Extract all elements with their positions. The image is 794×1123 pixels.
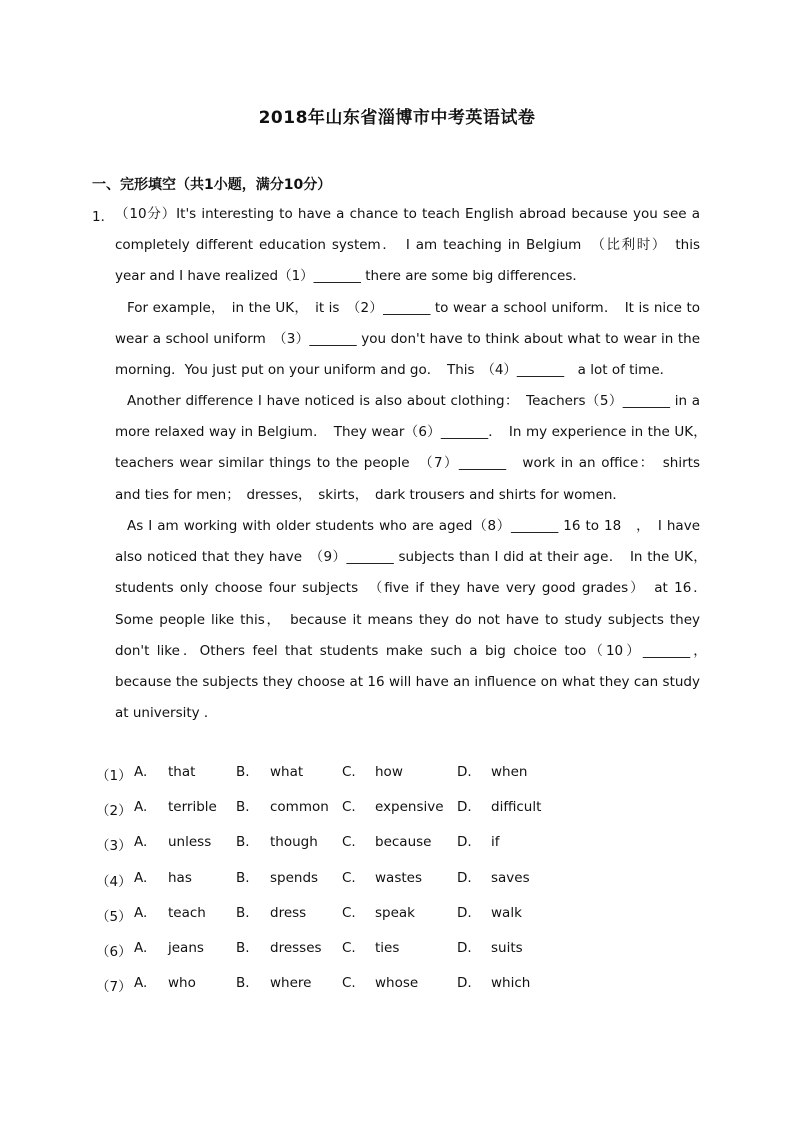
option-d: which (491, 975, 531, 992)
option-letter-c: C. (342, 869, 356, 886)
option-c: expensive (375, 799, 444, 816)
option-letter-a: A. (134, 975, 148, 992)
option-letter-b: B. (236, 834, 250, 851)
option-letter-c: C. (342, 764, 356, 780)
option-letter-d: D. (457, 975, 472, 992)
passage-paragraph-1: （10分）It's interesting to have a chance to teach English abroad because you see a completely different education system． I am teaching in Belgium （比利时） this year and I have realized（1）_______ there are some big differences． (115, 206, 700, 285)
option-d: saves (491, 869, 530, 886)
option-number: （7） (96, 979, 132, 996)
option-letter-d: D. (457, 764, 472, 780)
option-letter-b: B. (236, 939, 250, 956)
option-a: teach (168, 904, 206, 921)
option-letter-d: D. (457, 939, 472, 956)
option-row-5 (96, 905, 696, 940)
option-letter-d: D. (457, 834, 472, 851)
option-letter-a: A. (134, 904, 148, 921)
option-number: （2） (96, 803, 132, 820)
option-d: walk (491, 904, 522, 921)
option-d: suits (491, 939, 523, 956)
option-a: terrible (168, 799, 217, 816)
section-heading: 一、完形填空（共1小题，满分10分） (92, 177, 332, 193)
option-row-7 (96, 975, 696, 1010)
answer-options (96, 764, 696, 1010)
option-letter-c: C. (342, 939, 356, 956)
option-letter-a: A. (134, 939, 148, 956)
option-b: dress (270, 904, 307, 921)
option-c: because (375, 834, 432, 851)
option-c: wastes (375, 869, 422, 886)
option-c: how (375, 764, 403, 780)
passage-paragraph-4: As I am working with older students who are aged（8）_______ 16 to 18 ， I have also noticed that they have （9）_______ subjects than I did at their age． In the UK， students only choose four subjects （five if they have very good grades） at 16． Some people like this， because it means they do not have to study subjects they don't like．Others feel that students make such a big choice too（10）_______， because the subjects they choose at 16 will have an influence on what they can study at university ． (115, 518, 714, 722)
option-number: （1） (96, 768, 132, 784)
passage-paragraph-2: For example， in the UK， it is （2）_______ to wear a school uniform． It is nice to wear a school uniform （3）_______ you don't have to think about what to wear in the morning．You just put on your uniform and go． This （4）_______ a lot of time． (115, 300, 700, 379)
option-letter-a: A. (134, 869, 148, 886)
option-d: if (491, 834, 500, 851)
option-c: whose (375, 975, 419, 992)
option-b: common (270, 799, 329, 816)
option-b: what (270, 764, 304, 780)
option-letter-d: D. (457, 869, 472, 886)
option-c: speak (375, 904, 415, 921)
option-letter-c: C. (342, 834, 356, 851)
option-row-4 (96, 870, 696, 905)
option-b: dresses (270, 939, 322, 956)
option-number: （3） (96, 838, 132, 855)
option-letter-d: D. (457, 904, 472, 921)
passage-paragraph-3: Another difference I have noticed is also about clothing： Teachers（5）_______ in a more relaxed way in Belgium． They wear（6）_______． In my experience in the UK， teachers wear similar things to the people （7）_______ work in an office： shirts and ties for men； dresses， skirts， dark trousers and shirts for women． (115, 393, 714, 503)
option-letter-b: B. (236, 764, 250, 780)
option-letter-a: A. (134, 834, 148, 851)
option-row-2 (96, 799, 696, 834)
option-letter-b: B. (236, 869, 250, 886)
option-b: though (270, 834, 318, 851)
option-b: spends (270, 869, 319, 886)
option-letter-a: A. (134, 799, 148, 816)
option-a: has (168, 869, 192, 886)
option-letter-d: D. (457, 799, 472, 816)
option-number: （4） (96, 873, 132, 890)
option-c: ties (375, 939, 400, 956)
option-a: that (168, 764, 196, 780)
option-a: unless (168, 834, 212, 851)
option-number: （6） (96, 943, 132, 960)
option-number: （5） (96, 908, 132, 925)
page-title: 2018年山东省淄博市中考英语试卷 (258, 108, 536, 128)
option-a: who (168, 975, 196, 992)
option-letter-c: C. (342, 904, 356, 921)
option-row-6 (96, 940, 696, 975)
option-letter-a: A. (134, 764, 148, 780)
option-letter-b: B. (236, 799, 250, 816)
option-row-3 (96, 834, 696, 869)
option-d: when (491, 764, 528, 780)
option-row-1 (96, 764, 696, 799)
question-number: 1． (92, 209, 115, 225)
option-b: where (270, 975, 312, 992)
option-letter-b: B. (236, 904, 250, 921)
option-letter-b: B. (236, 975, 250, 992)
option-letter-c: C. (342, 799, 356, 816)
option-a: jeans (168, 939, 204, 956)
option-d: difficult (491, 799, 542, 816)
option-letter-c: C. (342, 975, 356, 992)
